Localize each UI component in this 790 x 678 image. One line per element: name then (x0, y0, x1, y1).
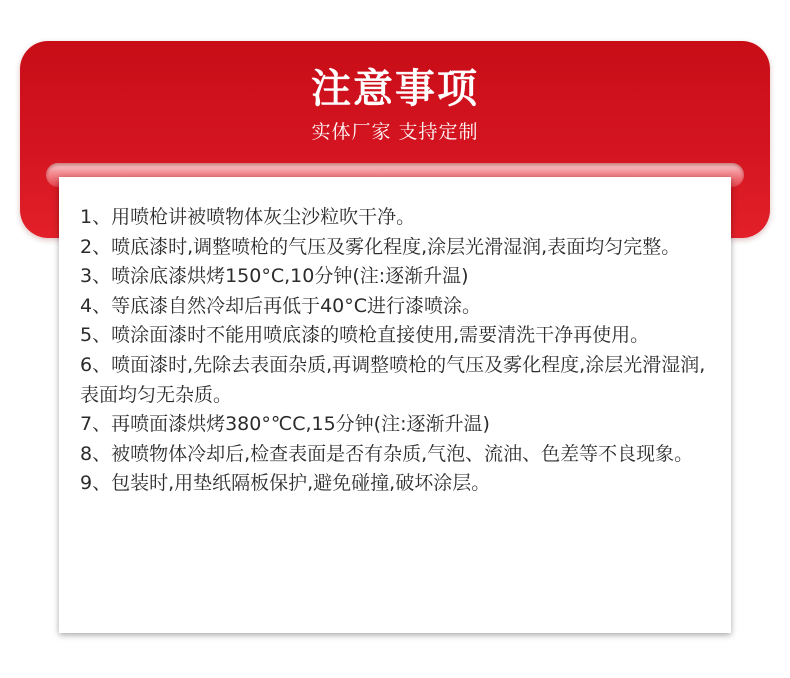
notes-list (80, 203, 712, 499)
page-subtitle: 实体厂家 支持定制 (311, 121, 479, 143)
note-item: 1、用喷枪讲被喷物体灰尘沙粒吹干净。 (80, 206, 416, 228)
note-item: 6、喷面漆时,先除去表面杂质,再调整喷枪的气压及雾化程度,涂层光滑湿润,表面均匀无杂质。 (80, 353, 706, 406)
page-title: 注意事项 (311, 66, 479, 112)
note-item: 5、喷涂面漆时不能用喷底漆的喷枪直接使用,需要清洗干净再使用。 (80, 324, 650, 347)
note-item: 3、喷涂底漆烘烤150°C,10分钟(注:逐渐升温) (80, 265, 469, 288)
note-item: 9、包装时,用垫纸隔板保护,避免碰撞,破坏涂层。 (80, 472, 491, 495)
note-item: 2、喷底漆时,调整喷枪的气压及雾化程度,涂层光滑湿润,表面均匀完整。 (80, 235, 681, 258)
note-item: 7、再喷面漆烘烤380°℃C,15分钟(注:逐渐升温) (80, 413, 490, 436)
note-item: 8、被喷物体冷却后,检查表面是否有杂质,气泡、流油、色差等不良现象。 (80, 442, 694, 465)
note-item: 4、等底漆自然冷却后再低于40°C进行漆喷涂。 (80, 294, 482, 317)
